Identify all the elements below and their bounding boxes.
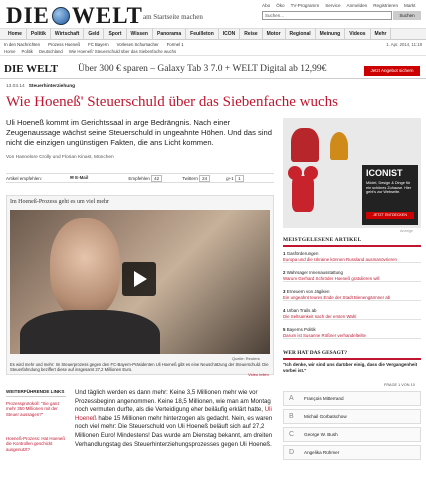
top-link[interactable]: Markt — [404, 3, 416, 8]
ad-logo: DIE WELT — [4, 63, 59, 75]
share-count: 1 — [235, 175, 244, 182]
ad-text[interactable]: Über 300 € sparen – Galaxy Tab 3 7.0 + WELT Digital ab 12,99€ — [78, 64, 327, 74]
nav-item[interactable]: Panorama — [153, 28, 186, 40]
quiz-option-b[interactable]: B Michail Gorbatschow — [283, 409, 421, 424]
subnav-item[interactable]: Vorlesen Schumacher — [116, 41, 159, 47]
share-label: Artikel empfehlen: — [6, 175, 43, 181]
quiz-pager: FRAGE 1 VON 10 — [384, 383, 415, 387]
video-thumbnail-face — [50, 218, 120, 318]
iconist-discover-button[interactable]: JETZT ENTDECKEN — [366, 212, 414, 219]
body-link-hoeness[interactable]: Uli Hoeneß — [75, 406, 272, 422]
nav-item[interactable]: Home — [4, 28, 27, 40]
article-author: Von Hannelore Crolly und Florian Kinast, München — [6, 155, 114, 160]
nav-item[interactable]: Regional — [286, 28, 316, 40]
nav-item[interactable]: Geld — [84, 28, 104, 40]
nav-item[interactable]: Feuilleton — [186, 28, 219, 40]
breadcrumb — [0, 48, 426, 56]
nav-item[interactable]: Wissen — [127, 28, 153, 40]
iconist-ad-panel[interactable] — [362, 165, 418, 225]
video-thumbnail-suit — [20, 310, 160, 354]
iconist-subtext: Mödel, Design & Dinge für ein schönes Zuhause. Hier geht's zur Webseite. — [366, 181, 412, 195]
nav-item[interactable]: Sport — [104, 28, 126, 40]
play-icon[interactable] — [122, 262, 156, 296]
googleplus-share-button[interactable]: g+1 1 — [226, 176, 243, 181]
further-link[interactable]: Prozessprotokoll: "Sie ganz mehr 350 Millionen mit der Steuer aussagen?" — [6, 401, 60, 417]
video-player[interactable] — [10, 210, 270, 354]
site-logo[interactable] — [6, 3, 143, 29]
share-count: 24 — [199, 175, 210, 182]
most-read-item[interactable]: 5 Bayerns Politik Darum ist Susanne Rößner verhandelteilte — [283, 327, 421, 339]
top-link[interactable]: Anmelden — [346, 3, 368, 8]
article-body: Und täglich werden es dann mehr: Keine 3,5 Millionen mehr wie vor Prozessbeginn angenommen. Keine 18,5 Millionen, wie man am Montag noch vermuten durfte, als die Verteidigung eher beiläufig erklärt hatte, Uli Hoeneß habe 15 Millionen mehr hinterzogen als gedacht. Nein, es waren noch viel mehr: Die Steuerschuld von Uli Hoeneß beläuft sich auf 27,2 Millionen Euro! Mindestens! Das wurde am Dienstag bekannt, am dreiten Verhandlungstag des Steuerhinterziehungsprozesses gegen Uli Hoeneß. — [75, 389, 273, 448]
iconist-brand: ICONIST — [366, 168, 403, 178]
video-title: Im Hoeneß-Prozess geht es um viel mehr — [10, 199, 109, 205]
article-date: 13.03.14 — [6, 84, 25, 89]
ad-label: Anzeige — [400, 229, 413, 233]
most-read-item[interactable]: 4 Urban Trails ab Die Seltsamkeit nach der ersten Wahl — [283, 308, 421, 320]
further-link[interactable]: Hoeneß-Prozess: Hat Hoeneß die Kontrollen geschickt ausgenutzt? — [6, 436, 66, 452]
article-topic: Steuerhinterziehung — [28, 84, 76, 89]
subnav-item[interactable]: FC Bayern — [88, 41, 109, 47]
quiz-option-c[interactable]: C George W. Bush — [283, 427, 421, 442]
facebook-share-button[interactable]: Empfehlen 42 — [128, 176, 162, 181]
further-links-heading: WEITERFÜHRENDE LINKS — [6, 389, 66, 397]
breadcrumb-item: Wie Hoeneß' Steuerschuld über das Siebenfache wuchs — [68, 49, 177, 54]
most-read-item[interactable]: 2 Wahrsager Innenausstattung Warum Gerhard Schröder Hoeneß gratulieren will — [283, 270, 421, 282]
quiz-option-d[interactable]: D Angelika Rühmer — [283, 445, 421, 460]
video-caption: Es wird mehr und mehr: Im Steuerprozess gegen den FC-Bayern-Präsidenten Uli Hoeneß gibt es eine Neuschätzung der Steuerschuld. Die Steuerfahndung beziffert diese auf insgesamt 27,2 Millionen Euro. — [10, 362, 269, 373]
quiz-quote: "Ich denke, wir sind uns darüber einig, dass die Vergangenheit vorbei ist." — [283, 362, 418, 373]
search-button[interactable]: Suchen — [393, 11, 421, 20]
email-share-button[interactable]: ✉ E-Mail — [70, 175, 89, 180]
breadcrumb-item[interactable]: Home — [4, 49, 16, 54]
main-nav — [0, 28, 426, 40]
nav-item[interactable]: Politik — [27, 28, 51, 40]
most-read-item[interactable]: 3 Erneuern von Jägiken Ein ungeahnt teures Ende der Stadt Bienengärmner ab — [283, 289, 421, 301]
ad-offer-button[interactable]: Jetzt Angebot sichern — [364, 66, 420, 76]
nav-item[interactable]: Meinung — [316, 28, 346, 40]
top-link[interactable]: Öko — [276, 3, 285, 8]
top-link[interactable]: TV-Programm — [290, 3, 320, 8]
video-share-link[interactable]: Video teilen — [248, 372, 269, 377]
nav-item[interactable]: Motor — [263, 28, 286, 40]
sub-nav — [0, 40, 426, 48]
quiz-heading: WER HAT DAS GESAGT? — [283, 350, 421, 360]
globe-icon — [52, 7, 70, 25]
nav-item[interactable]: Reise — [240, 28, 262, 40]
nav-item[interactable]: ICON — [219, 28, 241, 40]
subnav-item: In den Nachrichten — [4, 41, 41, 47]
top-link[interactable]: Service — [325, 3, 341, 8]
subnav-item[interactable]: Prozess Hoeneß — [48, 41, 81, 47]
chair-image — [291, 128, 319, 162]
breadcrumb-item[interactable]: Politik — [21, 49, 33, 54]
article-headline: Wie Hoeneß' Steuerschuld über das Siebenfache wuchs — [6, 94, 338, 110]
nav-item[interactable]: Mehr — [371, 28, 392, 40]
video-credit: Quelle: Reuters — [232, 356, 260, 361]
article-lead: Uli Hoeneß kommt im Gerichtssaal in arge Bedrängnis. Nach einer Zeugenaussage wächst seine Steuerschuld in ungeahnte Höhen. Und das sind nicht die einzigen ungünstigen Fakten, die ans Licht kommen. — [6, 118, 272, 147]
mouse-ears-chair-image — [288, 166, 318, 216]
nav-item[interactable]: Wirtschaft — [51, 28, 84, 40]
breadcrumb-item[interactable]: Deutschland — [38, 49, 63, 54]
homepage-tagline[interactable]: am Startseite machen — [143, 13, 203, 21]
current-date: 1. Apr. 2014, 11:18 — [386, 41, 422, 47]
twitter-share-button[interactable]: Twittern 24 — [182, 176, 210, 181]
lamp-image — [330, 132, 348, 160]
most-read-item[interactable]: 1 Gasförderungen Europa und die Ukraine können Russland ausmanövrieren — [283, 251, 421, 263]
nav-item[interactable]: Videos — [345, 28, 370, 40]
top-links — [262, 3, 415, 8]
share-bar — [6, 173, 274, 183]
share-count: 42 — [151, 175, 162, 182]
logo-text-left: DIE — [6, 3, 50, 28]
top-link[interactable]: Abo — [262, 3, 271, 8]
top-link[interactable]: Registrieren — [373, 3, 398, 8]
quiz-option-a[interactable]: A François Mitterrand — [283, 391, 421, 406]
article-kicker — [6, 84, 75, 89]
logo-text-right: WELT — [71, 3, 143, 28]
search-input[interactable]: Suchen... — [262, 11, 392, 20]
subnav-item[interactable]: Formel 1 — [166, 41, 184, 47]
most-read-heading: MEISTGELESENE ARTIKEL — [283, 237, 421, 247]
